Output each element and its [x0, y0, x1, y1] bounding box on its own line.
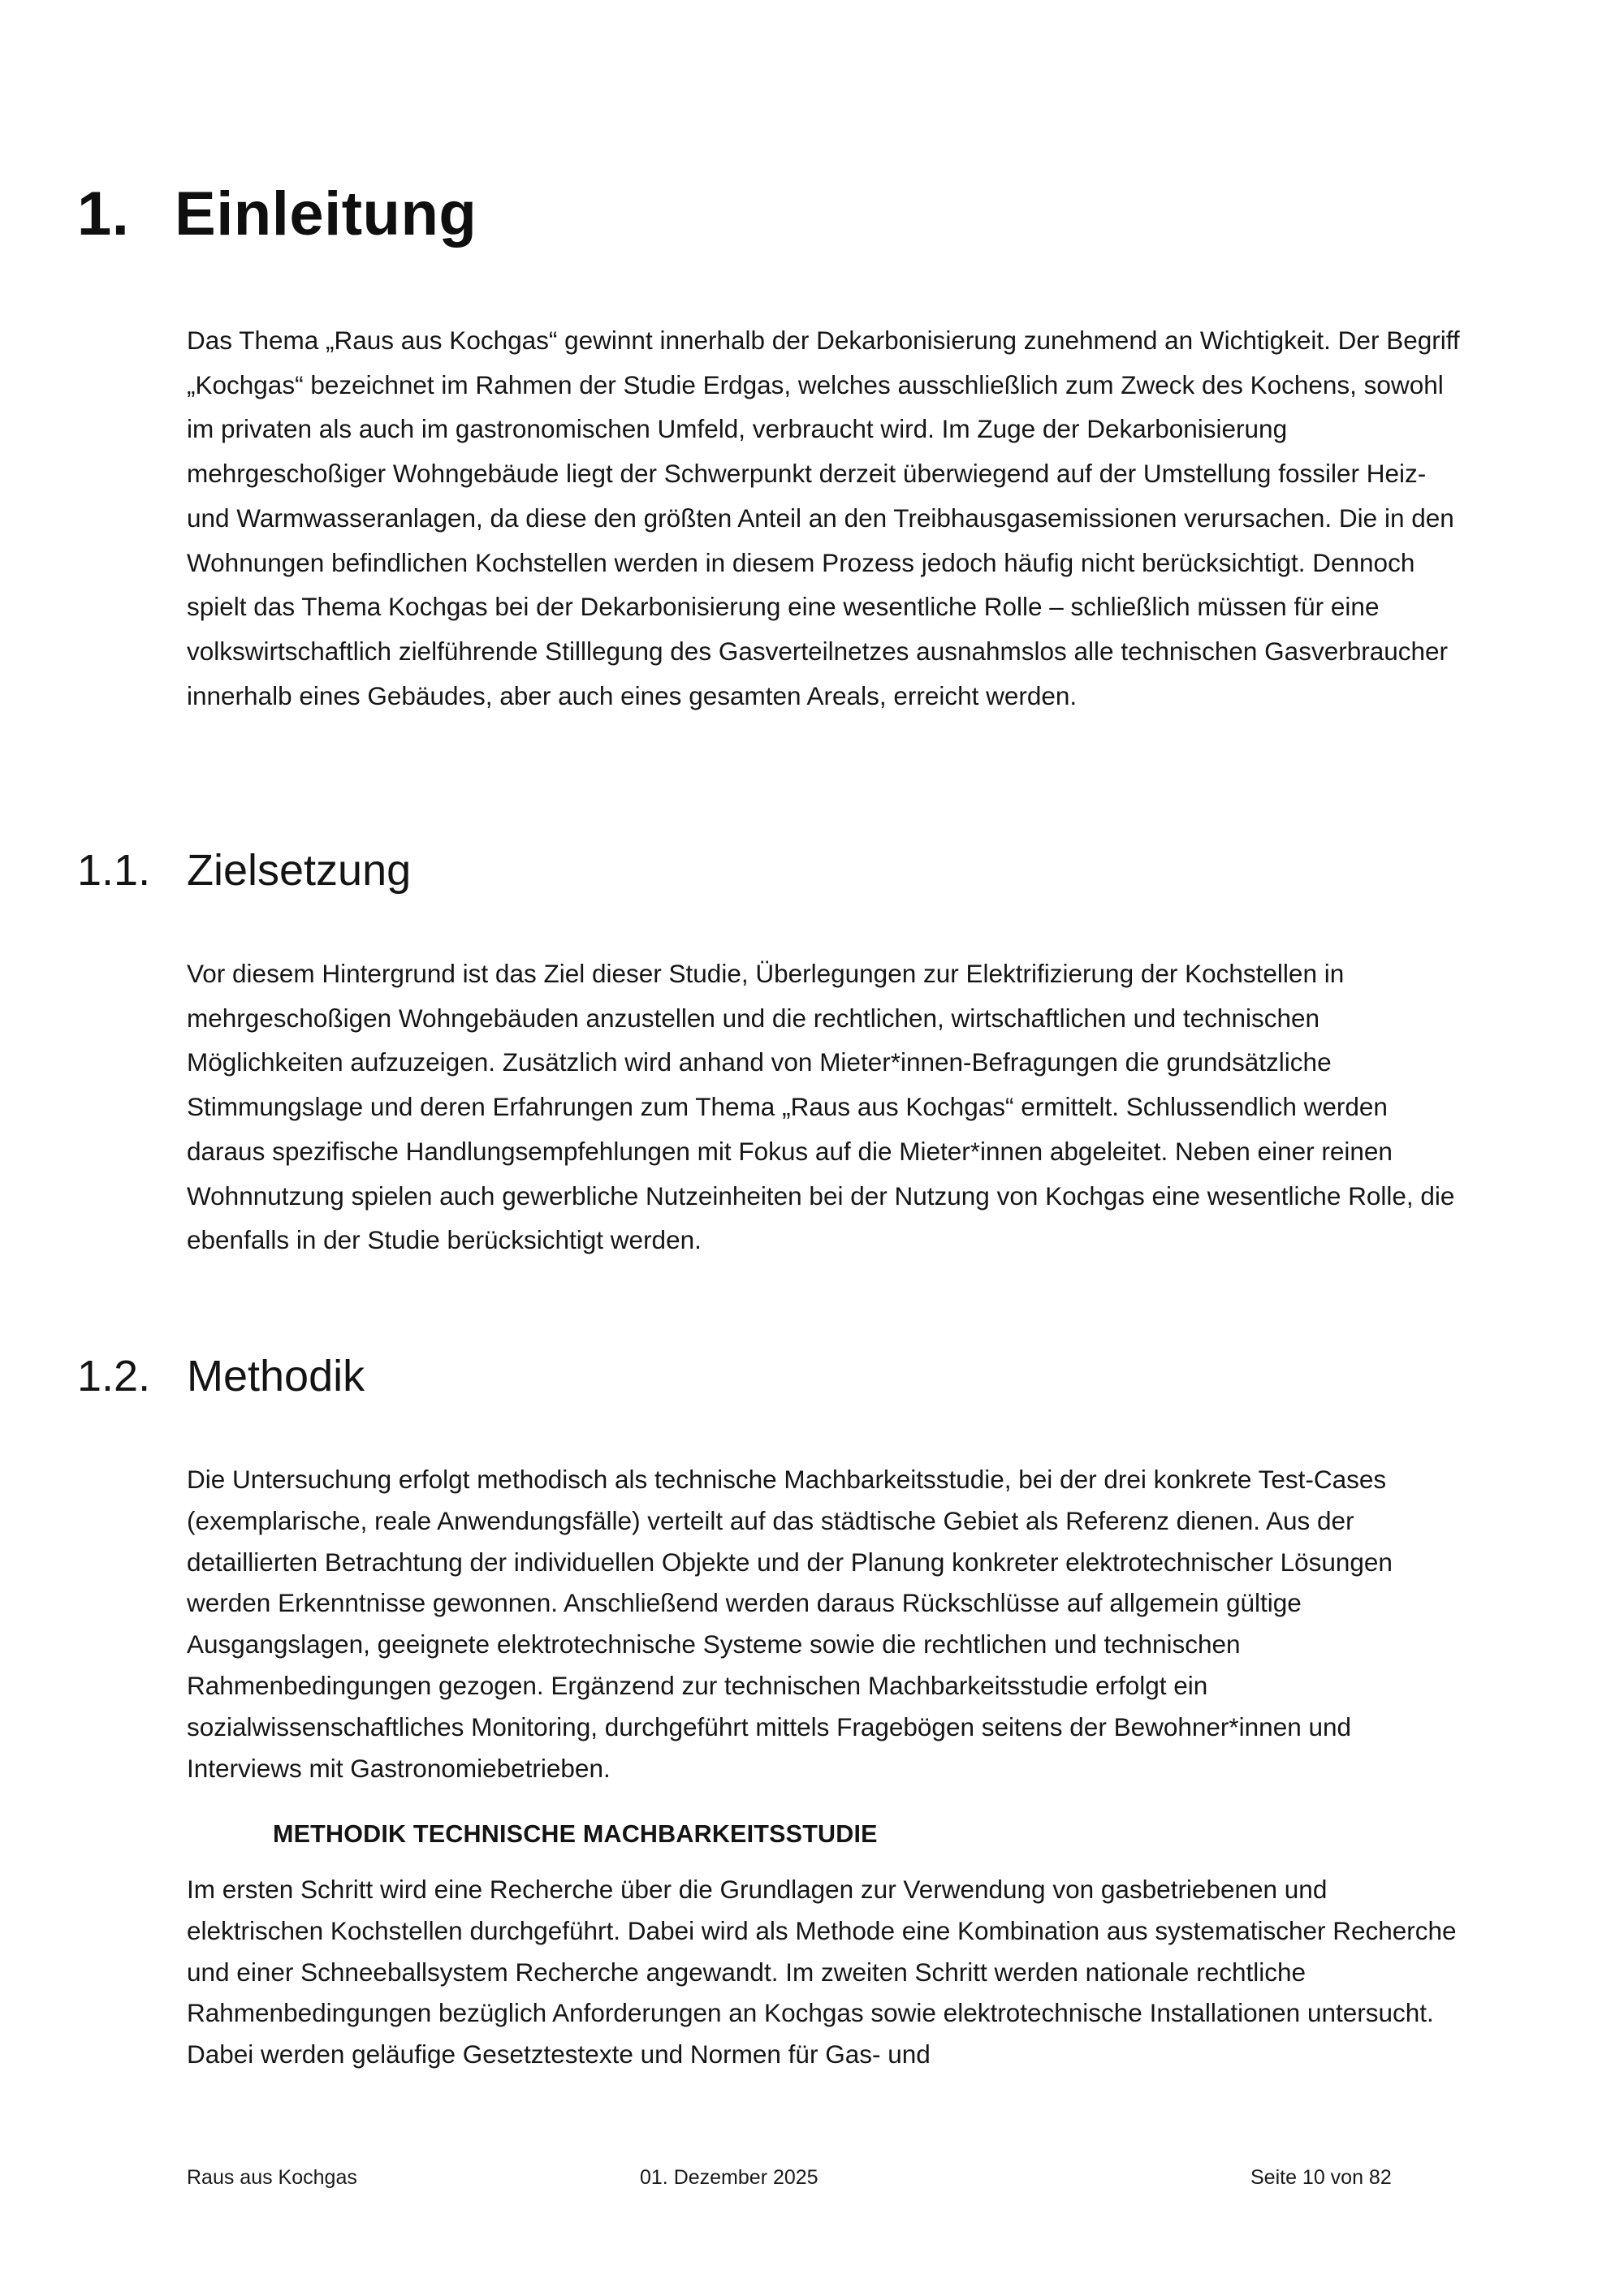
chapter-number: 1. [77, 179, 130, 248]
section-number: 1.2. [77, 1352, 151, 1400]
chapter-title: Einleitung [175, 179, 477, 248]
intro-paragraph: Das Thema „Raus aus Kochgas“ gewinnt innerhalb der Dekarbonisierung zunehmend an Wichtigkeit. Der Begriff „Kochgas“ bezeichnet im Rahmen der Studie Erdgas, welches ausschließlich zum Zweck des Kochens, sowohl im privaten als auch im gastronomischen Umfeld, verbraucht wird. Im Zuge der Dekarbonisierung mehrgeschoßiger Wohngebäude liegt der Schwerpunkt derzeit überwiegend auf der Umstellung fossiler Heiz- und Warmwasseranlagen, da diese den größten Anteil an den Treibhausgasemissionen verursachen. Die in den Wohnungen befindlichen Kochstellen werden in diesem Prozess jedoch häufig nicht berücksichtigt. Dennoch spielt das Thema Kochgas bei der Dekarbonisierung eine wesentliche Rolle – schließlich müssen für eine volkswirtschaftlich zielführende Stilllegung des Gasverteilnetzes ausnahmslos alle technischen Gasverbraucher innerhalb eines Gebäudes, aber auch eines gesamten Areals, erreicht werden. [187, 326, 1460, 710]
section-heading-methodik [77, 1353, 365, 1400]
section-title: Zielsetzung [187, 846, 412, 895]
footer-date: 01. Dezember 2025 [640, 2166, 818, 2189]
methodik-sub-paragraph: Im ersten Schritt wird eine Recherche über die Grundlagen zur Verwendung von gasbetriebenen und elektrischen Kochstellen durchgeführt. Dabei wird als Methode eine Kombination aus systematischer Recherche und einer Schneeballsystem Recherche angewandt. Im zweiten Schritt werden nationale rechtliche Rahmenbedingungen bezüglich Anforderungen an Kochgas sowie elektrotechnische Installationen untersucht. Dabei werden geläufige Gesetztestexte und Normen für Gas- und [187, 1875, 1457, 2069]
footer-page-number: Seite 10 von 82 [1250, 2166, 1392, 2189]
methodik-paragraph: Die Untersuchung erfolgt methodisch als technische Machbarkeitsstudie, bei der drei konkrete Test-Cases (exemplarische, reale Anwendungsfälle) verteilt auf das städtische Gebiet als Referenz dienen. Aus der detaillierten Betrachtung der individuellen Objekte und der Planung konkreter elektrotechnischer Lösungen werden Erkenntnisse gewonnen. Anschließend werden daraus Rückschlüsse auf allgemein gültige Ausgangslagen, geeignete elektrotechnische Systeme sowie die rechtlichen und technischen Rahmenbedingungen gezogen. Ergänzend zur technischen Machbarkeitsstudie erfolgt ein sozialwissenschaftliches Monitoring, durchgeführt mittels Fragebögen seitens der Bewohner*innen und Interviews mit Gastronomiebetrieben. [187, 1465, 1393, 1783]
section-heading-zielsetzung [77, 847, 411, 895]
section-number: 1.1. [77, 846, 151, 895]
section-title: Methodik [187, 1352, 365, 1400]
zielsetzung-paragraph: Vor diesem Hintergrund ist das Ziel dieser Studie, Überlegungen zur Elektrifizierung der Kochstellen in mehrgeschoßigen Wohngebäuden anzustellen und die rechtlichen, wirtschaftlichen und technischen Möglichkeiten aufzuzeigen. Zusätzlich wird anhand von Mieter*innen-Befragungen die grundsätzliche Stimmungslage und deren Erfahrungen zum Thema „Raus aus Kochgas“ ermittelt. Schlussendlich werden daraus spezifische Handlungsempfehlungen mit Fokus auf die Mieter*innen abgeleitet. Neben einer reinen Wohnnutzung spielen auch gewerbliche Nutzeinheiten bei der Nutzung von Kochgas eine wesentliche Rolle, die ebenfalls in der Studie berücksichtigt werden. [187, 959, 1455, 1255]
chapter-heading [77, 180, 477, 248]
footer-title: Raus aus Kochgas [187, 2166, 357, 2189]
methodik-subheading: METHODIK TECHNISCHE MACHBARKEITSSTUDIE [273, 1820, 878, 1848]
